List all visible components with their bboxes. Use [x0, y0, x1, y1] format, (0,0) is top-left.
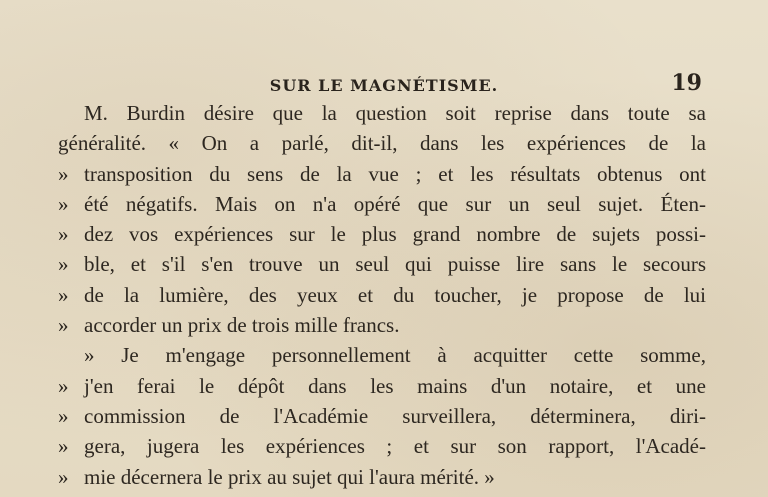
text-line: [58, 189, 706, 219]
text-line: [58, 401, 706, 431]
text-line: [58, 219, 706, 249]
quote-mark: »: [58, 282, 69, 307]
quote-mark: »: [58, 161, 69, 186]
line-text: » Je m'engage personnellement à acquitter cette somme,: [84, 343, 706, 368]
line-text: mie décernera le prix au sujet qui l'aura mérité. »: [84, 464, 495, 489]
text-line: [58, 128, 706, 158]
line-text: généralité. « On a parlé, dit-il, dans les expériences de la: [58, 131, 706, 156]
line-text: de la lumière, des yeux et du toucher, je propose de lui: [84, 282, 706, 307]
text-line: [58, 371, 706, 401]
page-number: 19: [671, 70, 702, 96]
quote-mark: »: [58, 191, 69, 216]
text-line: [58, 462, 706, 492]
text-line: [58, 280, 706, 310]
quote-mark: »: [58, 464, 69, 489]
text-line: [58, 431, 706, 461]
running-head: [60, 70, 708, 98]
line-text: accorder un prix de trois mille francs.: [84, 313, 400, 338]
line-text: transposition du sens de la vue ; et les résultats obtenus ont: [84, 161, 706, 186]
quote-mark: »: [58, 252, 69, 277]
text-line: [58, 159, 706, 189]
running-title: SUR LE MAGNÉTISME.: [269, 76, 499, 95]
body-text: [58, 98, 706, 492]
line-text: j'en ferai le dépôt dans les mains d'un notaire, et une: [84, 373, 706, 398]
line-text: été négatifs. Mais on n'a opéré que sur un seul sujet. Éten-: [84, 191, 706, 216]
quote-mark: »: [58, 313, 69, 338]
quote-mark: »: [58, 434, 69, 459]
text-line: [58, 98, 706, 128]
quote-mark: »: [58, 403, 69, 428]
line-text: ble, et s'il s'en trouve un seul qui puisse lire sans le secours: [84, 252, 706, 277]
line-text: M. Burdin désire que la question soit reprise dans toute sa: [84, 101, 706, 125]
line-text: gera, jugera les expériences ; et sur son rapport, l'Acadé-: [84, 434, 706, 459]
quote-mark: »: [58, 373, 69, 398]
text-line: [58, 310, 706, 340]
line-text: dez vos expériences sur le plus grand nombre de sujets possi-: [84, 222, 706, 247]
text-line: [58, 249, 706, 279]
line-text: commission de l'Académie surveillera, déterminera, diri-: [84, 403, 706, 428]
quote-mark: »: [58, 222, 69, 247]
text-line: [58, 340, 706, 370]
